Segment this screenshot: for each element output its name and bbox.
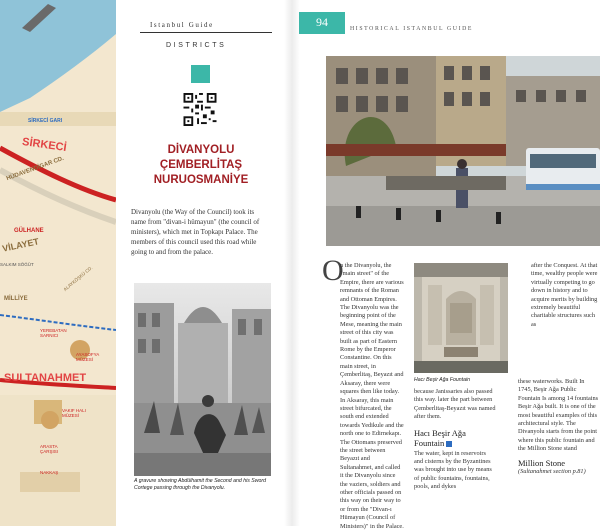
section-label: DISTRICTS [166,42,227,49]
engraving-image [134,283,271,476]
qr-code-icon [183,93,217,126]
fountain-photo [414,263,508,373]
city-map [0,0,116,526]
map-label-arasta: ARASTA ÇARŞISI [40,444,59,454]
body-column-3 [518,378,600,476]
page-gutter [284,0,300,526]
page-title [132,143,270,188]
map-label-ayasofya: AYASOFYA MÜZESİ [76,352,100,362]
map-label-alaykosku: ALAYKÖŞKÜ CD. [62,265,94,292]
body-column-1 [326,262,404,531]
map-label-vilayet: VİLAYET [1,236,40,254]
body-column-2 [414,388,496,492]
map-label-gulhane: GÜLHANE [14,228,44,234]
intro-paragraph: Divanyolu (the Way of the Council) took its name from "divan-i hümayun" (the council of ministers), which met in Topkapı Palace. The members of this council used this road while going to and from the palace. [131,208,260,256]
map-label-sirkeci-station: SİRKECİ GARI [28,118,63,124]
map-ref-icon [446,441,452,447]
million-stone-note: (Sultanahmet section p.81) [518,467,586,475]
page-number: 94 [316,15,328,29]
title-line-3: NURUOSMANİYE [153,174,249,186]
map-label-hudavendigar: HÜDAVENDİGAR CD. [5,155,65,183]
map-label-sirkeci: SİRKECİ [21,135,68,155]
body-column-2-intro: because Janissaries also passed this way. later the part between Çemberlitaş-Beyazıt was named after them. [414,388,496,421]
street-photo [326,56,600,246]
running-header-left: Istanbul Guide [150,21,214,29]
section-color-marker [191,65,210,83]
engraving-caption: A gravure showing Abdülhamit the Second and his Sword Cortege passing through the Divanyolu. [134,478,266,491]
header-rule [140,32,272,33]
map-label-yerebatan: YEREBATAN SARNICI [40,328,67,338]
map-label-nakkas: NAKKAŞ [40,470,59,475]
drop-cap: O [322,254,344,287]
body-column-2-body: The water, kept in reservoirs and cisterns by the Byzantines was brought into use by means of public fountains, fountains, pools, and dykes [414,449,492,491]
body-column-1-text: n the Divanyolu, the "main street" of the Empire, there are various remnants of the Roman and Ottoman Empires. The Divanyolu was the beginning point of the Mese, meaning the main street of this city was built as part of Eastern Rome by the Emperor Constantine. On this main street, in Çemberlitaş, Beyazıt and Aksaray, there were squares then like today. In Aksaray, this main street bifurcated, the south end extended towards Yedikule and the north one to Edirnekapı. The Ottomans preserved the street between Beyazıt and Sultanahmet, and called it the Divanyolu since the vaziers, soldiers and other officials passed on this way on their way to or from the "Divan-ı Hümayun (Council of Ministers)" in the Palace. [340,262,404,530]
subheading-fountain [414,428,496,448]
map-label-sultanahmet: SULTANAHMET [4,372,87,384]
body-column-3-top: after the Conquest. At that time, wealthy people were virtually competing to go down in history and to acquire merits by building extremely beautiful charitable structures such as [531,262,598,328]
title-line-1: DİVANYOLU [167,144,235,156]
map-label-vakif: VAKIF HALI MÜZESİ [62,408,86,418]
fountain-photo-caption: Hacı Beşir Ağa Fountain [414,377,471,383]
map-label-salkim-sogut: SALKIM SÖĞÜT [0,262,34,267]
map-label-milliye: MİLLİYE [4,296,28,302]
body-column-3-body: these waterworks. Built In 1745, Beşir Ağa Public Fountain Is among 14 fountains Beşir Ağa built. It is one of the most beautiful examples of this architectural style. The Divanyolu starts from the point where this public fountain and the Million Stone stand [518,378,599,453]
running-header-right: HISTORICAL ISTANBUL GUIDE [350,26,474,32]
subheading-fountain-text: Hacı Beşir Ağa Fountain [414,427,466,448]
title-line-2: ÇEMBERLİTAŞ [159,159,243,171]
subheading-million-stone: Million Stone [518,457,565,468]
